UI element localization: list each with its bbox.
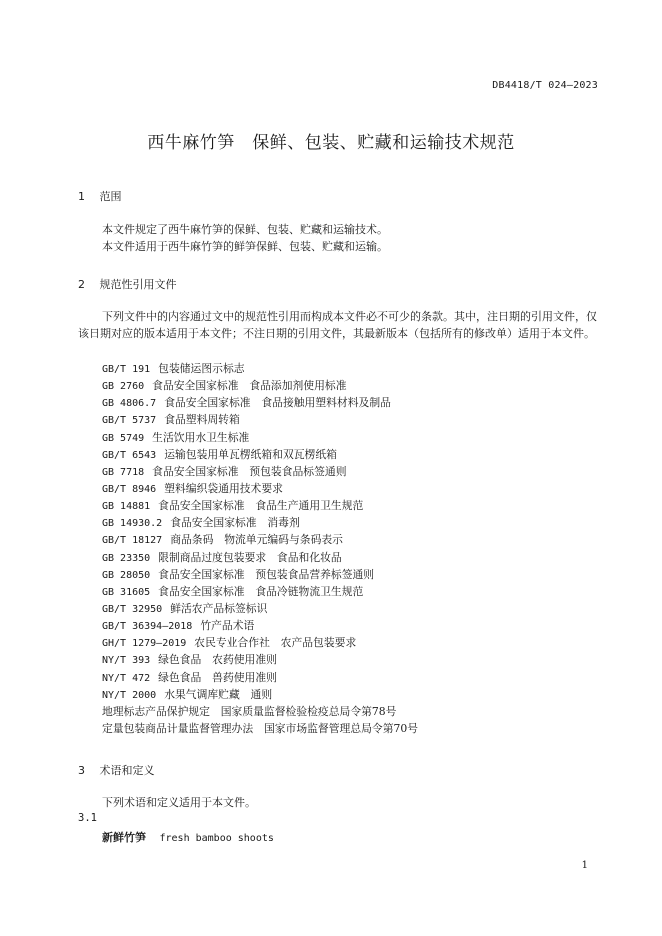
reference-name: 商品条码 物流单元编码与条码表示 [170, 533, 343, 547]
reference-item [102, 377, 418, 394]
reference-name: 食品安全国家标准 预包装食品标签通则 [152, 464, 347, 478]
reference-item [102, 703, 418, 720]
reference-code: NY/T 393 [102, 655, 151, 667]
reference-item [102, 446, 418, 463]
reference-name: 食品塑料周转箱 [164, 413, 240, 427]
normative-intro-paragraph: 下列文件中的内容通过文中的规范性引用而构成本文件必不可少的条款。其中，注日期的引用文件，仅该日期对应的版本适用于本文件；不注日期的引用文件，其最新版本（包括所有的修改单）适用于本文件。 [78, 310, 597, 340]
reference-name: 食品安全国家标准 食品冷链物流卫生规范 [158, 584, 364, 598]
reference-name: 地理标志产品保护规定 国家质量监督检验检疫总局令第78号 [102, 704, 397, 718]
reference-code: GB 31605 [102, 586, 151, 598]
section-heading-normative [78, 276, 177, 292]
reference-item [102, 566, 418, 583]
reference-name: 包装储运图示标志 [158, 362, 245, 375]
reference-code: GB 5749 [102, 432, 145, 444]
section-heading-terms [78, 762, 155, 778]
reference-name: 农民专业合作社 农产品包装要求 [194, 636, 357, 650]
reference-code: GB 4806.7 [102, 398, 157, 410]
reference-code: NY/T 2000 [102, 689, 157, 701]
reference-code: GB 14881 [102, 501, 151, 513]
reference-code: GB 23350 [102, 552, 151, 564]
reference-code: GB/T 18127 [102, 535, 163, 547]
reference-item [102, 669, 418, 686]
reference-item [102, 720, 418, 737]
reference-name: 运输包装用单瓦楞纸箱和双瓦楞纸箱 [164, 447, 337, 461]
section-number: 1 [78, 190, 85, 203]
section-number: 2 [78, 278, 85, 291]
reference-name: 食品安全国家标准 食品生产通用卫生规范 [158, 499, 364, 513]
reference-item [102, 617, 418, 634]
reference-item [102, 549, 418, 566]
reference-name: 生活饮用水卫生标准 [152, 430, 250, 444]
term-chinese: 新鲜竹笋 [102, 831, 146, 844]
reference-code: GB/T 191 [102, 364, 151, 375]
reference-code: GB/T 6543 [102, 449, 157, 461]
term-number: 3.1 [78, 812, 97, 824]
reference-code: GH/T 1279—2019 [102, 638, 187, 650]
reference-item [102, 651, 418, 668]
reference-name: 食品安全国家标准 食品添加剂使用标准 [152, 379, 347, 393]
reference-item [102, 497, 418, 514]
reference-code: GB 28050 [102, 569, 151, 581]
scope-paragraph-1: 本文件规定了西牛麻竹笋的保鲜、包装、贮藏和运输技术。 [102, 223, 388, 236]
reference-name: 食品安全国家标准 食品接触用塑料材料及制品 [164, 396, 391, 410]
reference-item [102, 634, 418, 651]
reference-item [102, 360, 418, 377]
reference-code: NY/T 472 [102, 672, 151, 684]
reference-item [102, 514, 418, 531]
reference-item [102, 429, 418, 446]
reference-item [102, 463, 418, 480]
reference-name: 限制商品过度包装要求 食品和化妆品 [158, 550, 342, 564]
reference-name: 鲜活农产品标签标识 [170, 601, 268, 615]
document-code: DB4418/T 024—2023 [492, 80, 598, 91]
reference-name: 食品安全国家标准 消毒剂 [170, 516, 300, 530]
reference-code: GB/T 36394—2018 [102, 621, 193, 633]
reference-item [102, 394, 418, 411]
term-english: fresh bamboo shoots [159, 833, 274, 844]
reference-item [102, 600, 418, 617]
reference-code: GB 7718 [102, 466, 145, 478]
page-number: 1 [581, 860, 588, 871]
reference-item [102, 531, 418, 548]
document-title: 西牛麻竹笋 保鲜、包装、贮藏和运输技术规范 [147, 133, 515, 153]
reference-name: 竹产品术语 [200, 619, 255, 633]
section-title: 规范性引用文件 [99, 278, 177, 291]
reference-name: 绿色食品 兽药使用准则 [158, 670, 277, 684]
reference-list [102, 360, 418, 737]
reference-code: GB/T 8946 [102, 483, 157, 495]
section-title: 术语和定义 [99, 764, 155, 777]
reference-code: GB/T 5737 [102, 415, 157, 427]
reference-name: 水果气调库贮藏 通则 [164, 687, 273, 701]
reference-code: GB 14930.2 [102, 518, 163, 530]
section-number: 3 [78, 764, 85, 777]
terms-intro-paragraph: 下列术语和定义适用于本文件。 [102, 796, 256, 809]
reference-name: 塑料编织袋通用技术要求 [164, 481, 283, 495]
reference-name: 定量包装商品计量监督管理办法 国家市场监督管理总局令第70号 [102, 721, 419, 735]
reference-name: 食品安全国家标准 预包装食品营养标签通则 [158, 567, 375, 581]
scope-paragraph-2: 本文件适用于西牛麻竹笋的鲜笋保鲜、包装、贮藏和运输。 [102, 240, 388, 253]
term-entry [102, 829, 274, 845]
section-title: 范围 [99, 190, 122, 203]
reference-item [102, 686, 418, 703]
reference-code: GB/T 32950 [102, 603, 163, 615]
section-heading-scope [78, 188, 122, 204]
reference-item [102, 480, 418, 497]
reference-code: GB 2760 [102, 381, 145, 393]
reference-item [102, 411, 418, 428]
reference-name: 绿色食品 农药使用准则 [158, 653, 277, 667]
reference-item [102, 583, 418, 600]
